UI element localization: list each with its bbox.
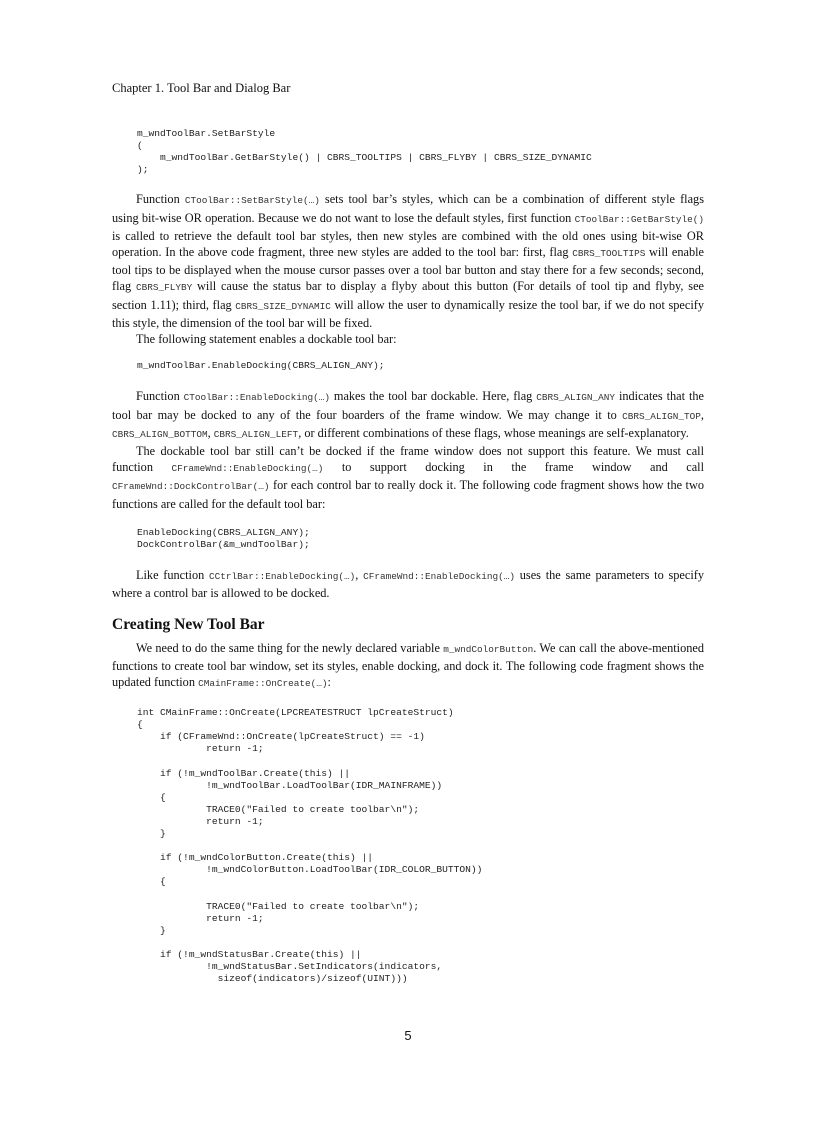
text: will cause the status bar to display a flyby about this button (For details of tool tip and flyby, see section 1.11); third, flag	[112, 279, 704, 312]
text: Function	[136, 389, 184, 404]
code-ref: CFrameWnd::EnableDocking(…)	[171, 463, 324, 475]
code-ref: CToolBar::SetBarStyle(…)	[184, 195, 320, 207]
page-number: 5	[404, 1028, 412, 1043]
code-ref: CFrameWnd::EnableDocking(…)	[363, 570, 516, 582]
text: is called to retrieve the default tool bar styles, then new styles are combined with the old ones using bit-wise OR operation. In the above code fragment, three new styles are added to the tool bar: first, flag	[112, 228, 704, 259]
code-dock-control-bar: EnableDocking(CBRS_ALIGN_ANY); DockControlBar(&m_wndToolBar);	[137, 526, 310, 550]
code-ref: CBRS_TOOLTIPS	[572, 247, 646, 259]
text: ,	[355, 567, 364, 582]
paragraph-enable-docking-intro: The following statement enables a dockable tool bar:	[136, 332, 397, 346]
text: ,	[700, 407, 704, 422]
code-set-bar-style: m_wndToolBar.SetBarStyle ( m_wndToolBar.GetBarStyle() | CBRS_TOOLTIPS | CBRS_FLYBY | CBRS_SIZE_DYNAMIC );	[137, 128, 592, 176]
paragraph-new-tool-bar	[112, 640, 704, 693]
code-ref: CBRS_ALIGN_LEFT	[213, 428, 299, 440]
text: :	[327, 674, 331, 689]
running-header: Chapter 1. Tool Bar and Dialog Bar	[112, 81, 291, 95]
code-ref: CCtrlBar::EnableDocking(…)	[209, 570, 356, 582]
text: . We can call the above-mentioned functions to create tool bar window, set its styles, enable docking, and dock it. The following code fragment shows the updated function	[112, 640, 704, 689]
text: The dockable tool bar still can’t be docked if the frame window does not support this feature. We must call function	[112, 443, 704, 475]
code-ref: m_wndColorButton	[443, 643, 534, 655]
code-enable-docking: m_wndToolBar.EnableDocking(CBRS_ALIGN_ANY);	[137, 360, 385, 372]
code-ref: CToolBar::EnableDocking(…)	[183, 392, 330, 404]
text: makes the tool bar dockable. Here, flag	[329, 389, 537, 404]
text: , or different combinations of these flags, whose meanings are self-explanatory.	[298, 425, 689, 440]
code-ref: CFrameWnd::DockControlBar(…)	[112, 481, 270, 493]
code-on-create: int CMainFrame::OnCreate(LPCREATESTRUCT lpCreateStruct) { if (CFrameWnd::OnCreate(lpCreateStruct) == -1) return -1; if (!m_wndToolBar.Create(this) || !m_wndToolBar.LoadToolBar(IDR_MAINFRAME)) { TRACE0("Failed to create toolbar\n"); return -1; } if (!m_wndColorButton.Create(this) || !m_wndColorButton.LoadToolBar(IDR_COLOR_BUTTON)) { TRACE0("Failed to create toolbar\n"); return -1; } if (!m_wndStatusBar.Create(this) || !m_wndStatusBar.SetIndicators(indicators, sizeof(indicators)/sizeof(UINT)))	[137, 707, 483, 985]
code-ref: CMainFrame::OnCreate(…)	[198, 677, 328, 689]
paragraph-like-function	[112, 567, 704, 601]
code-ref: CBRS_SIZE_DYNAMIC	[235, 300, 331, 312]
text: ,	[207, 425, 214, 440]
text: sets tool bar’s styles, which can be a combination of different style flags using bit-wise OR operation. Because we do not want to lose the default styles, first function	[112, 192, 704, 225]
code-ref: CBRS_FLYBY	[135, 282, 193, 294]
text: uses the same parameters to specify where a control bar is allowed to be docked.	[112, 567, 704, 601]
text: will enable tool tips to be displayed when the mouse cursor passes over a tool bar button and stay there for a few seconds; second, flag	[112, 244, 704, 294]
text: for each control bar to really dock it. The following code fragment shows how the two functions are called for the default tool bar:	[112, 478, 704, 511]
code-ref: CBRS_ALIGN_BOTTOM	[112, 428, 208, 440]
paragraph-dock-control-bar	[112, 443, 704, 512]
text: will allow the user to dynamically resize the tool bar, if we do not specify this style, the dimension of the tool bar will be fixed.	[112, 297, 704, 330]
code-ref: CToolBar::GetBarStyle()	[574, 213, 704, 225]
text: Like function	[136, 567, 210, 582]
paragraph-set-bar-style	[112, 191, 704, 331]
text: We need to do the same thing for the newly declared variable	[136, 640, 444, 655]
text: Function	[136, 192, 185, 207]
paragraph-enable-docking	[112, 388, 704, 443]
page-content	[112, 128, 704, 985]
code-ref: CBRS_ALIGN_ANY	[536, 392, 616, 404]
text: indicates that the tool bar may be docked to any of the four boarders of the frame window. We may change it to	[112, 389, 705, 422]
text: to support docking in the frame window and call	[323, 460, 704, 475]
code-ref: CBRS_ALIGN_TOP	[622, 410, 701, 422]
section-heading: Creating New Tool Bar	[112, 616, 265, 634]
